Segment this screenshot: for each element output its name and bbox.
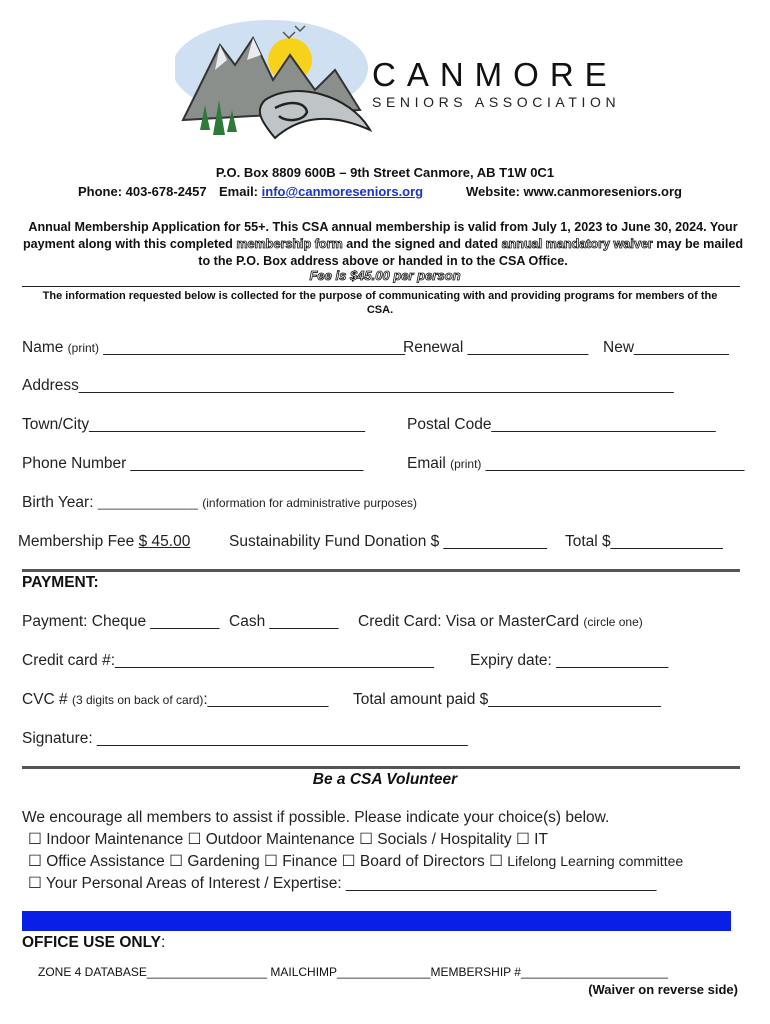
total-paid-field[interactable]: Total amount paid $____________________ [353,691,661,708]
email-label: Email: [219,184,259,199]
waiver-highlight: annual mandatory waiver [501,237,653,251]
town-field[interactable]: Town/City________________________________ [22,416,366,433]
credit-card-choice[interactable] [358,613,643,631]
postal-code-field[interactable]: Postal Code__________________________ [407,416,716,433]
cheque-field[interactable]: Payment: Cheque ________ [22,613,220,630]
cvc-label: CVC # [22,691,68,708]
birth-year-field[interactable] [22,494,417,512]
office-use-colon: : [160,934,166,951]
name-line: ___________________________________ [103,339,406,356]
email-contact [219,184,423,199]
fee-notice: Fee is $45.00 per person [309,268,461,283]
birth-year-note: (information for administrative purposes) [202,496,418,510]
card-number-field[interactable]: Credit card #:_____________________________________ [22,652,434,669]
membership-form-highlight: membership form [236,237,343,251]
office-fields: ZONE 4 DATABASE__________________ MAILCHIMP______________MEMBERSHIP #______________________ [38,965,668,979]
volunteer-title: Be a CSA Volunteer [312,771,458,788]
office-use-title [22,934,165,952]
volunteer-options-row-2-text: ☐ Office Assistance ☐ Gardening ☐ Finance ☐ Board of Directors ☐ [28,853,503,870]
interest-expertise-field[interactable]: ☐ Your Personal Areas of Interest / Expertise: ____________________________________ [28,875,657,892]
cvc-note: (3 digits on back of card) [71,693,204,707]
office-use-label: OFFICE USE ONLY [22,934,161,951]
email-link[interactable]: info@canmoreseniors.org [261,184,424,199]
name-print-hint: (print) [67,341,100,355]
intro-text-3: may be mailed to the P.O. Box address above or handed in to the CSA Office. [198,237,744,268]
membership-fee [18,533,190,551]
birth-year-label: Birth Year: [22,494,94,511]
name-label: Name [22,339,64,356]
mailing-address: P.O. Box 8809 600B – 9th Street Canmore, AB T1W 0C1 [215,165,555,180]
payment-title: PAYMENT: [22,574,99,591]
email-print-hint: (print) [450,457,482,471]
waiver-note: (Waiver on reverse side) [588,982,738,997]
credit-card-label: Credit Card: Visa or MasterCard [358,613,580,630]
membership-fee-value: $ 45.00 [138,533,191,550]
email-field-label: Email [407,455,446,472]
expiry-field[interactable]: Expiry date: _____________ [470,652,669,669]
email-field[interactable] [407,455,744,473]
volunteer-options-row-2[interactable] [28,852,683,871]
renewal-field[interactable]: Renewal ______________ [403,339,589,356]
name-field[interactable] [22,339,405,357]
intro-text-1: Annual Membership Application for 55+. This CSA annual membership is valid from July 1, 2023 to June 30, 2024. Your payment along with this completed [22,220,738,251]
birth-year-line: _______________ [97,496,198,510]
phone: Phone: 403-678-2457 [78,184,207,199]
office-band [22,911,731,931]
address-field[interactable]: Address_____________________________________________________________________ [22,377,674,394]
phone-field[interactable]: Phone Number ___________________________ [22,455,364,472]
signature-field[interactable]: Signature: ___________________________________________ [22,730,468,747]
total-field[interactable]: Total $_____________ [565,533,723,550]
brand-subtitle: SENIORS ASSOCIATION [372,94,621,110]
volunteer-intro: We encourage all members to assist if possible. Please indicate your choice(s) below. [22,809,610,826]
circle-one-hint: (circle one) [583,615,643,629]
email-line: ______________________________ [485,455,745,472]
new-field[interactable]: New___________ [603,339,729,356]
divider [22,286,740,287]
privacy-notice: The information requested below is collected for the purpose of communicating with and providing programs for members of the CSA. [42,290,718,316]
divider [22,569,740,572]
cash-field[interactable]: Cash ________ [229,613,339,630]
volunteer-options-row-1[interactable]: ☐ Indoor Maintenance ☐ Outdoor Maintenance ☐ Socials / Hospitality ☐ IT [28,831,548,848]
cvc-field[interactable] [22,691,328,709]
divider [22,766,740,769]
brand-name: CANMORE [372,56,618,93]
intro-paragraph [22,219,744,270]
intro-text-2: and the signed and dated [342,237,502,251]
cvc-line: :______________ [203,691,329,708]
membership-fee-label: Membership Fee [18,533,135,550]
donation-field[interactable]: Sustainability Fund Donation $ ____________ [229,533,547,550]
lifelong-learning-option: Lifelong Learning committee [507,853,684,869]
website: Website: www.canmoreseniors.org [466,184,682,199]
